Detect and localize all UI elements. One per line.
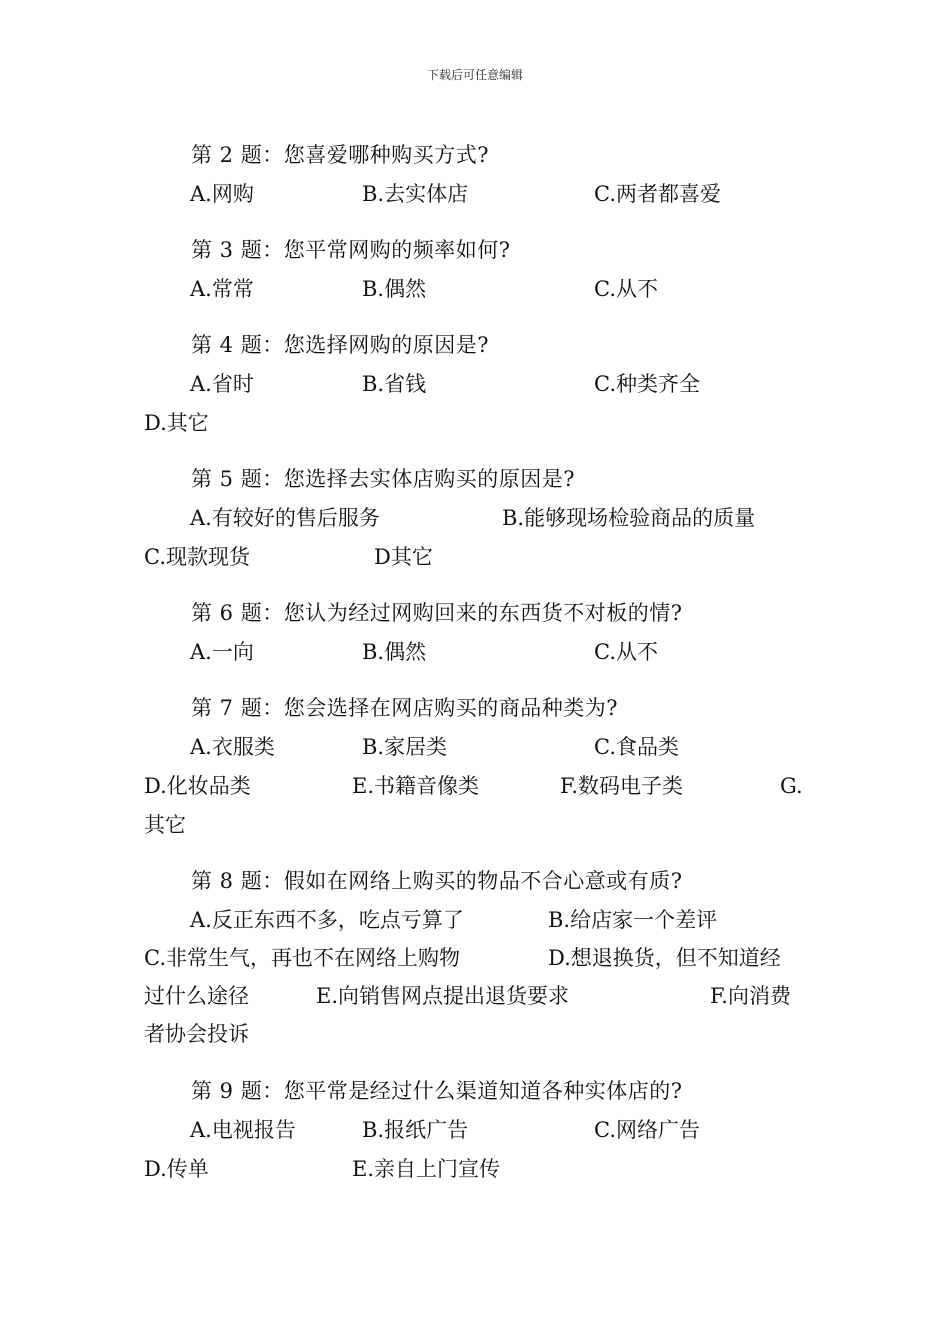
q7-option-b: B.家居类 xyxy=(362,735,448,759)
question-6-title: 第 6 题：您认为经过网购回来的东西货不对板的情? xyxy=(191,601,683,625)
q8-option-e: E.向销售网点提出退货要求 xyxy=(316,984,570,1008)
question-3-title: 第 3 题：您平常网购的频率如何? xyxy=(191,238,511,262)
q8-option-b: B.给店家一个差评 xyxy=(548,908,718,932)
question-9-title: 第 9 题：您平常是经过什么渠道知道各种实体店的? xyxy=(191,1079,683,1103)
q3-option-b: B.偶然 xyxy=(362,277,427,301)
q3-option-c: C.从不 xyxy=(594,277,658,301)
question-5-title: 第 5 题：您选择去实体店购买的原因是? xyxy=(191,467,575,491)
q2-option-a: A.网购 xyxy=(190,182,254,206)
q7-option-e: E.书籍音像类 xyxy=(352,774,480,798)
q9-option-e: E.亲自上门宣传 xyxy=(352,1157,501,1181)
q8-option-a: A.反正东西不多，吃点亏算了 xyxy=(190,908,464,932)
q8-option-d-cont: 过什么途径 xyxy=(144,984,249,1008)
question-8-title: 第 8 题：假如在网络上购买的物品不合心意或有质? xyxy=(191,869,683,893)
q8-option-f: F.向消费 xyxy=(710,984,791,1008)
q6-option-c: C.从不 xyxy=(594,640,658,664)
q7-option-d: D.化妆品类 xyxy=(144,774,251,798)
q2-option-b: B.去实体店 xyxy=(362,182,469,206)
q4-option-b: B.省钱 xyxy=(362,372,427,396)
q9-option-d: D.传单 xyxy=(144,1157,209,1181)
q2-option-c: C.两者都喜爱 xyxy=(594,182,721,206)
question-4-title: 第 4 题：您选择网购的原因是? xyxy=(191,333,489,357)
q8-option-f-cont: 者协会投诉 xyxy=(144,1022,249,1046)
q5-option-b: B.能够现场检验商品的质量 xyxy=(502,506,756,530)
q9-option-c: C.网络广告 xyxy=(594,1118,700,1142)
q4-option-a: A.省时 xyxy=(190,372,254,396)
q9-option-a: A.电视报告 xyxy=(190,1118,296,1142)
q5-option-d: D其它 xyxy=(374,545,433,569)
q7-option-g: G. xyxy=(780,774,803,798)
q8-option-c: C.非常生气，再也不在网络上购物 xyxy=(144,946,460,970)
q7-option-a: A.衣服类 xyxy=(190,735,275,759)
q4-option-c: C.种类齐全 xyxy=(594,372,700,396)
q7-option-g-text: 其它 xyxy=(144,813,186,837)
q6-option-a: A.一向 xyxy=(190,640,254,664)
question-7-title: 第 7 题：您会选择在网店购买的商品种类为? xyxy=(191,696,618,720)
q5-option-c: C.现款现货 xyxy=(144,545,250,569)
question-2-title: 第 2 题：您喜爱哪种购买方式? xyxy=(191,143,489,167)
q4-option-d: D.其它 xyxy=(144,411,209,435)
q7-option-c: C.食品类 xyxy=(594,735,679,759)
q5-option-a: A.有较好的售后服务 xyxy=(190,506,380,530)
q6-option-b: B.偶然 xyxy=(362,640,427,664)
q8-option-d: D.想退换货，但不知道经 xyxy=(548,946,781,970)
q7-option-f: F.数码电子类 xyxy=(560,774,683,798)
q3-option-a: A.常常 xyxy=(190,277,254,301)
q9-option-b: B.报纸广告 xyxy=(362,1118,469,1142)
page-header: 下载后可任意编辑 xyxy=(426,68,523,82)
